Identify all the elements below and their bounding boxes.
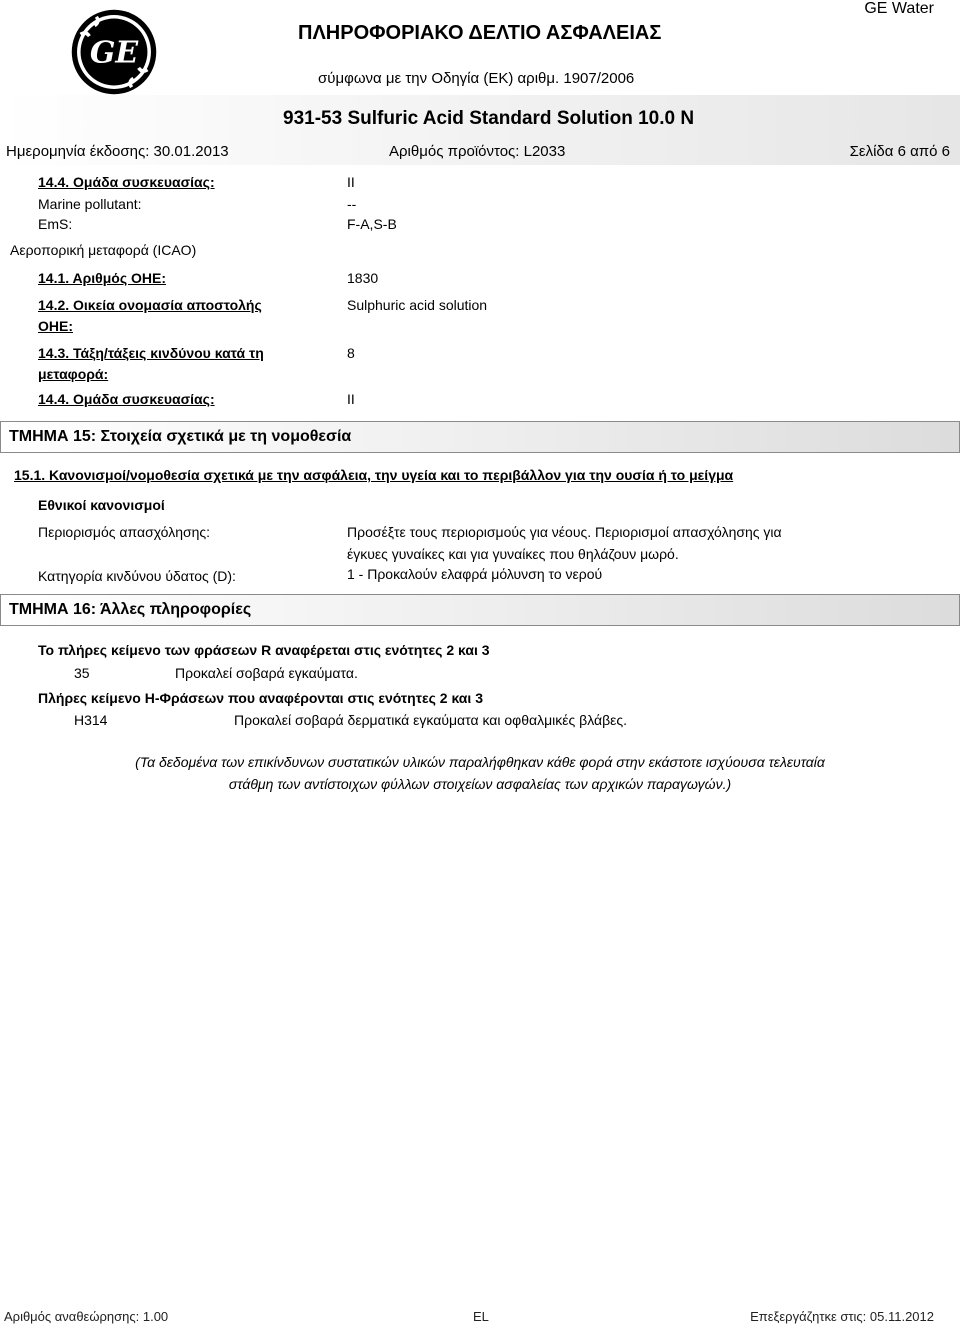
product-number: Αριθμός προϊόντος: L2033 [389, 143, 566, 160]
h-phrase-code: H314 [74, 712, 108, 728]
section-16-title: ΤΜΗΜΑ 16: Άλλες πληροφορίες [9, 601, 252, 618]
air-packing-group-label: 14.4. Ομάδα συσκευασίας: [38, 391, 215, 407]
employment-restriction-label: Περιορισμός απασχόλησης: [38, 524, 211, 540]
revision-number: Αριθμός αναθεώρησης: 1.00 [4, 1309, 169, 1324]
r-phrase-text: Προκαλεί σοβαρά εγκαύματα. [175, 665, 358, 681]
national-regulations-heading: Εθνικοί κανονισμοί [38, 497, 165, 513]
product-name: 931-53 Sulfuric Acid Standard Solution 10.0 N [283, 108, 695, 129]
page-number: Σελίδα 6 από 6 [849, 143, 950, 160]
air-name-value: Sulphuric acid solution [347, 297, 488, 313]
air-packing-group-value: II [347, 391, 355, 407]
air-transport-heading: Αεροπορική μεταφορά (ICAO) [10, 242, 197, 258]
marine-pollutant-label: Marine pollutant: [38, 196, 142, 212]
ems-label: EmS: [38, 216, 73, 232]
logo-text: GE [89, 35, 139, 71]
sea-packing-group-value: II [347, 174, 355, 190]
water-hazard-value: 1 - Προκαλούν ελαφρά μόλυνση το νερού [347, 566, 603, 582]
language-code: EL [473, 1309, 489, 1324]
issue-date: Ημερομηνία έκδοσης: 30.01.2013 [6, 143, 229, 160]
document-subtitle: σύμφωνα με την Οδηγία (ΕΚ) αριθμ. 1907/2006 [318, 70, 635, 87]
air-class-value: 8 [347, 345, 355, 361]
employment-restriction-value-line1: Προσέξτε τους περιορισμούς για νέους. Περιορισμοί απασχόλησης για [347, 524, 782, 540]
processed-date: Επεξεργάζητκε στις: 05.11.2012 [750, 1309, 934, 1324]
section-15-header [0, 421, 960, 453]
brand-name: GE Water [864, 0, 934, 17]
r-phrases-heading: Το πλήρες κείμενο των φράσεων R αναφέρεται στις ενότητες 2 και 3 [38, 642, 490, 658]
air-un-value: 1830 [347, 270, 379, 286]
section-15-1-heading: 15.1. Κανονισμοί/νομοθεσία σχετικά με την ασφάλεια, την υγεία και το περιβάλλον για την ουσία ή το μείγμα [14, 467, 734, 483]
sea-packing-group-label: 14.4. Ομάδα συσκευασίας: [38, 174, 215, 190]
ems-value: F-A,S-B [347, 216, 397, 232]
h-phrases-heading: Πλήρες κείμενο Η-Φράσεων που αναφέρονται στις ενότητες 2 και 3 [38, 690, 483, 706]
marine-pollutant-value: -- [347, 196, 357, 212]
air-un-label: 14.1. Αριθμός ΟΗΕ: [38, 270, 167, 286]
r-phrase-code: 35 [74, 665, 90, 681]
air-name-label-line2: ΟΗΕ: [38, 318, 73, 334]
air-name-label-line1: 14.2. Οικεία ονομασία αποστολής [38, 297, 262, 313]
employment-restriction-value-line2: έγκυες γυναίκες και για γυναίκες που θηλάζουν μωρό. [347, 546, 679, 562]
h-phrase-text: Προκαλεί σοβαρά δερματικά εγκαύματα και οφθαλμικές βλάβες. [234, 712, 628, 728]
document-title: ΠΛΗΡΟΦΟΡΙΑΚΟ ΔΕΛΤΙΟ ΑΣΦΑΛΕΙΑΣ [298, 22, 662, 44]
note-line1: (Τα δεδομένα των επικίνδυνων συστατικών υλικών παραλήφθηκαν κάθε φορά στην εκάστοτε ισχύουσα τελευταία [135, 754, 825, 770]
note-line2: στάθμη των αντίστοιχων φύλλων στοιχείων ασφαλείας των αρχικών παραγωγών.) [228, 776, 732, 792]
section-16-header [0, 594, 960, 626]
section-15-title: ΤΜΗΜΑ 15: Στοιχεία σχετικά με τη νομοθεσία [9, 428, 352, 445]
ge-logo-icon [70, 8, 158, 96]
air-class-label-line2: μεταφορά: [38, 366, 109, 382]
water-hazard-label: Κατηγορία κινδύνου ύδατος (D): [38, 568, 236, 584]
air-class-label-line1: 14.3. Τάξη/τάξεις κινδύνου κατά τη [38, 345, 264, 361]
